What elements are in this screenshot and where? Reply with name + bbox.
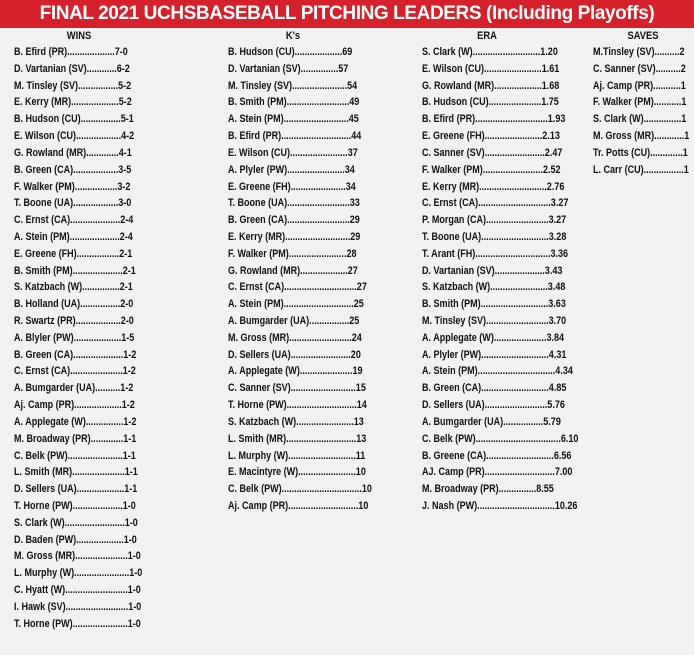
leader-row: A. Stein (PM)..........................45 (228, 113, 359, 126)
leader-row: E. Greene (FH).................2-1 (14, 247, 133, 260)
leader-row: D. Baden (PW)...................1-0 (14, 533, 137, 546)
leader-row: T. Horne (PW)............................14 (228, 399, 367, 412)
leader-row: S. Katzbach (W).......................3.48 (422, 281, 566, 294)
leader-row: D. Vartanian (SV)...............57 (228, 62, 349, 75)
leader-row: C. Sanner (SV)..........2 (593, 62, 686, 75)
leader-row: T. Boone (UA)..................3-0 (14, 197, 132, 210)
leader-row: B. Green (CA)..................3-5 (14, 163, 132, 176)
leader-row: S. Katzbach (W)...............2-1 (14, 281, 133, 294)
leader-row: B. Hudson (CU)...................69 (228, 46, 353, 58)
era-header: ERA (477, 30, 497, 42)
leader-row: T. Horne (PW)....................1-0 (14, 499, 136, 512)
leader-row: I. Hawk (SV).........................1-0 (14, 600, 142, 613)
leader-row: A. Stein (PM)............................25 (228, 298, 364, 311)
leader-row: D. Vartanian (SV)....................3.43 (422, 264, 563, 277)
leader-row: E. Greene (FH).......................2.13 (422, 130, 560, 143)
leader-row: B. Holland (UA)................2-0 (14, 298, 134, 311)
leader-row: E. Wilson (CU).......................1.61 (422, 62, 560, 75)
strikeouts-header: K's (285, 30, 301, 42)
leader-row: E. Kerry (MR)...................5-2 (14, 96, 132, 109)
leader-row: A. Bumgarder (UA)................25 (228, 315, 360, 327)
leader-row: D. Sellers (UA)...................1-1 (14, 483, 138, 496)
leader-row: T. Boone (UA)...........................3.28 (422, 230, 567, 243)
era-list (422, 44, 579, 515)
leader-row: G. Rowland (MR).............4-1 (14, 146, 132, 159)
leader-row: M. Tinsley (SV).........................3.70 (422, 315, 567, 327)
leader-row: T. Horne (PW)......................1-0 (14, 617, 141, 630)
leader-row: B. Efird (PR).............................1.93 (422, 113, 566, 126)
leader-row: B. Green (CA).........................29 (228, 214, 360, 227)
strikeouts-column (228, 29, 372, 515)
leader-row: F. Walker (PM)........................2.52 (422, 163, 561, 176)
leader-row: M. Broadway (PR)...............8.55 (422, 483, 554, 496)
leader-row: R. Swartz (PR)..................2-0 (14, 315, 134, 327)
leader-row: L. Smith (MR).....................1-1 (14, 466, 138, 479)
leader-row: C. Belk (PW)..................................6.10 (422, 432, 579, 445)
leader-row: J. Nash (PW)...............................10.26 (422, 499, 578, 512)
leader-row: B. Green (CA)....................1-2 (14, 348, 137, 361)
leader-row: A. Plyler (PW)...........................4.31 (422, 348, 567, 361)
leader-row: M. Gross (MR).....................1-0 (14, 550, 141, 563)
leader-row: F. Walker (PM).......................28 (228, 247, 357, 260)
leader-row: M. Broadway (PR).............1-1 (14, 432, 137, 445)
leader-row: B. Smith (PM)....................2-1 (14, 264, 136, 277)
leader-row: B. Smith (PM).........................49 (228, 96, 360, 109)
leader-row: A. Bumgarder (UA)................5.79 (422, 415, 561, 428)
leader-row: D. Sellers (UA)........................20 (228, 348, 361, 361)
leader-row: S. Clark (W)...........................1.20 (422, 46, 558, 58)
leader-row: A. Applegate (W)...............1-2 (14, 415, 137, 428)
leader-row: C. Sanner (SV)..........................15 (228, 382, 366, 395)
leader-row: T. Boone (UA).........................33 (228, 197, 360, 210)
leader-row: B. Hudson (CU).....................1.75 (422, 96, 559, 109)
leader-row: C. Belk (PW)......................1-1 (14, 449, 136, 462)
leader-row: Tr. Potts (CU).............1 (593, 146, 688, 159)
leader-row: Aj. Camp (PR)............................10 (228, 499, 369, 512)
era-column (422, 29, 579, 515)
leader-row: M.Tinsley (SV)..........2 (593, 46, 685, 58)
leader-row: B. Smith (PM)...........................3.63 (422, 298, 566, 311)
leader-row: B. Efird (PR)............................44 (228, 130, 362, 143)
wins-list (14, 44, 144, 632)
leader-row: C. Sanner (SV)........................2.47 (422, 146, 563, 159)
saves-list (593, 44, 693, 179)
leader-row: E. Wilson (CU).......................37 (228, 146, 358, 159)
strikeouts-list (228, 44, 372, 515)
leader-row: Aj. Camp (PR)...........1 (593, 79, 686, 92)
leader-row: D. Sellers (UA).........................5.76 (422, 399, 565, 412)
leader-row: L. Carr (CU)................1 (593, 163, 689, 176)
leader-row: G. Rowland (MR)...................1.68 (422, 79, 560, 92)
leader-row: S. Clark (W)........................1-0 (14, 516, 138, 529)
leader-row: C. Hyatt (W).........................1-0 (14, 584, 141, 596)
leader-row: A. Applegate (W).....................3.84 (422, 331, 565, 344)
leader-row: A. Bumgarder (UA)..........1-2 (14, 382, 134, 395)
leader-row: C. Ernst (CA).............................27 (228, 281, 367, 294)
leader-row: A. Stein (PM)...............................4.34 (422, 365, 573, 378)
leader-row: A. Stein (PM)....................2-4 (14, 230, 133, 243)
leader-row: T. Arant (FH)..............................3.36 (422, 247, 569, 260)
leader-row: B. Green (CA)...........................4.85 (422, 382, 567, 395)
leader-row: E. Macintyre (W).......................10 (228, 466, 366, 479)
leader-row: M. Tinsley (SV)................5-2 (14, 79, 132, 92)
leader-row: M. Gross (MR).........................24 (228, 331, 362, 344)
leader-row: G. Rowland (MR)...................27 (228, 264, 358, 277)
leader-row: A. Blyler (PW)...................1-5 (14, 331, 135, 344)
leader-row: D. Vartanian (SV)............6-2 (14, 62, 130, 75)
leader-row: L. Murphy (W)......................1-0 (14, 567, 143, 580)
leader-row: E. Wilson (CU)..................4-2 (14, 130, 135, 143)
leader-row: F. Walker (PM)...........1 (593, 96, 687, 109)
page-title: FINAL 2021 UCHSBASEBALL PITCHING LEADERS (Including Playoffs) (0, 0, 694, 28)
leader-row: E. Greene (FH)......................34 (228, 180, 356, 193)
leader-row: M. Tinsley (SV)......................54 (228, 79, 358, 92)
leader-row: E. Kerry (MR)...........................2.76 (422, 180, 565, 193)
leader-row: F. Walker (PM).................3-2 (14, 180, 131, 193)
leader-row: S. Clark (W)...............1 (593, 113, 687, 126)
leader-row: S. Katzbach (W).......................13 (228, 415, 364, 428)
leader-row: L. Murphy (W)...........................11 (228, 449, 366, 462)
leader-row: B. Efird (PR)...................7-0 (14, 46, 128, 58)
leader-row: B. Greene (CA)...........................6.56 (422, 449, 572, 462)
wins-header: WINS (66, 30, 92, 42)
leader-row: B. Hudson (CU)................5-1 (14, 113, 134, 126)
leader-row: L. Smith (MR)............................13 (228, 432, 367, 445)
leader-row: A. Plyler (PW).......................34 (228, 163, 355, 176)
leader-row: Aj. Camp (PR)...................1-2 (14, 399, 135, 412)
saves-column (593, 29, 693, 179)
leader-row: AJ. Camp (PR)............................7.00 (422, 466, 573, 479)
leader-row: C. Ernst (CA).............................3.27 (422, 197, 569, 210)
leader-row: M. Gross (MR)............1 (593, 130, 690, 143)
leader-row: A. Applegate (W).....................19 (228, 365, 363, 378)
leader-row: C. Ernst (CA).....................1-2 (14, 365, 136, 378)
leader-row: E. Kerry (MR)..........................29 (228, 230, 361, 243)
leader-row: C. Ernst (CA)....................2-4 (14, 214, 134, 227)
saves-header: SAVES (627, 30, 659, 42)
leader-row: P. Morgan (CA).........................3.27 (422, 214, 567, 227)
leader-row: C. Belk (PW)................................10 (228, 483, 372, 496)
wins-column (14, 29, 144, 632)
